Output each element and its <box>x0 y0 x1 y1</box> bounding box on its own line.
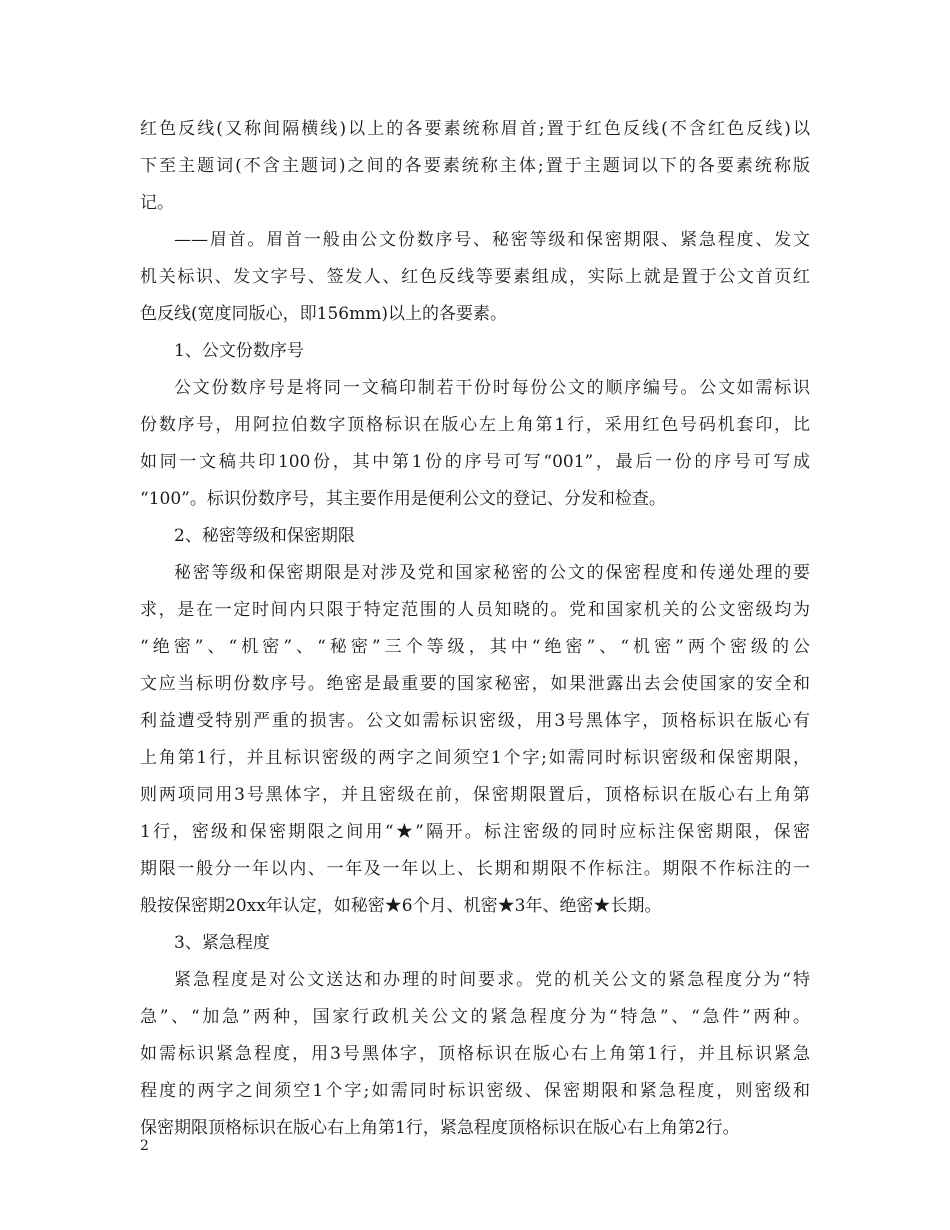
text-line: 上角第1行，并且标识密级的两字之间须空1个字;如需同时标识密级和保密期限， <box>140 748 810 768</box>
text-line: 如同一文稿共印100份，其中第1份的序号可写“001”，最后一份的序号可写成 <box>140 452 810 472</box>
text-line: 下至主题词(不含主题词)之间的各要素统称主体;置于主题词以下的各要素统称版 <box>140 156 810 176</box>
text-line: 1行，密级和保密期限之间用“★”隔开。标注密级的同时应标注保密期限，保密 <box>140 822 810 842</box>
text-line: 色反线(宽度同版心，即156mm)以上的各要素。 <box>140 304 507 324</box>
text-line: 紧急程度是对公文送达和办理的时间要求。党的机关公文的紧急程度分为“特 <box>174 970 810 990</box>
text-line: 程度的两字之间须空1个字;如需同时标识密级、保密期限和紧急程度，则密级和 <box>140 1081 810 1101</box>
text-line: 急”、“加急”两种，国家行政机关公文的紧急程度分为“特急”、“急件”两种。 <box>140 1007 810 1027</box>
text-line: 保密期限顶格标识在版心右上角第1行，紧急程度顶格标识在版心右上角第2行。 <box>140 1118 740 1138</box>
text-line: 公文份数序号是将同一文稿印制若干份时每份公文的顺序编号。公文如需标识 <box>174 378 810 398</box>
text-line: 则两项同用3号黑体字，并且密级在前，保密期限置后，顶格标识在版心右上角第 <box>140 785 810 805</box>
text-line: 记。 <box>140 193 174 213</box>
document-body <box>140 111 810 1147</box>
text-line: 期限一般分一年以内、一年及一年以上、长期和期限不作标注。期限不作标注的一 <box>140 859 810 879</box>
text-line: 秘密等级和保密期限是对涉及党和国家秘密的公文的保密程度和传递处理的要 <box>174 563 810 583</box>
text-line: “100”。标识份数序号，其主要作用是便利公文的登记、分发和检查。 <box>140 489 666 509</box>
section-heading: 3、紧急程度 <box>174 933 270 953</box>
page-number: 2 <box>140 1138 149 1154</box>
text-line: 般按保密期20xx年认定，如秘密★6个月、机密★3年、绝密★长期。 <box>140 896 662 916</box>
text-line: 机关标识、发文字号、签发人、红色反线等要素组成，实际上就是置于公文首页红 <box>140 267 810 287</box>
text-line: 如需标识紧急程度，用3号黑体字，顶格标识在版心右上角第1行，并且标识紧急 <box>140 1044 810 1064</box>
text-line: 利益遭受特别严重的损害。公文如需标识密级，用3号黑体字，顶格标识在版心有 <box>140 711 810 731</box>
text-line: 求，是在一定时间内只限于特定范围的人员知晓的。党和国家机关的公文密级均为 <box>140 600 810 620</box>
text-line: “绝密”、“机密”、“秘密”三个等级，其中“绝密”、“机密”两个密级的公 <box>140 637 810 657</box>
text-line: 份数序号，用阿拉伯数字顶格标识在版心左上角第1行，采用红色号码机套印，比 <box>140 415 810 435</box>
text-line: 红色反线(又称间隔横线)以上的各要素统称眉首;置于红色反线(不含红色反线)以 <box>140 119 810 139</box>
text-line: 文应当标明份数序号。绝密是最重要的国家秘密，如果泄露出去会使国家的安全和 <box>140 674 810 694</box>
section-heading: 2、秘密等级和保密期限 <box>174 526 355 546</box>
text-line: ——眉首。眉首一般由公文份数序号、秘密等级和保密期限、紧急程度、发文 <box>174 230 810 250</box>
section-heading: 1、公文份数序号 <box>174 341 304 361</box>
